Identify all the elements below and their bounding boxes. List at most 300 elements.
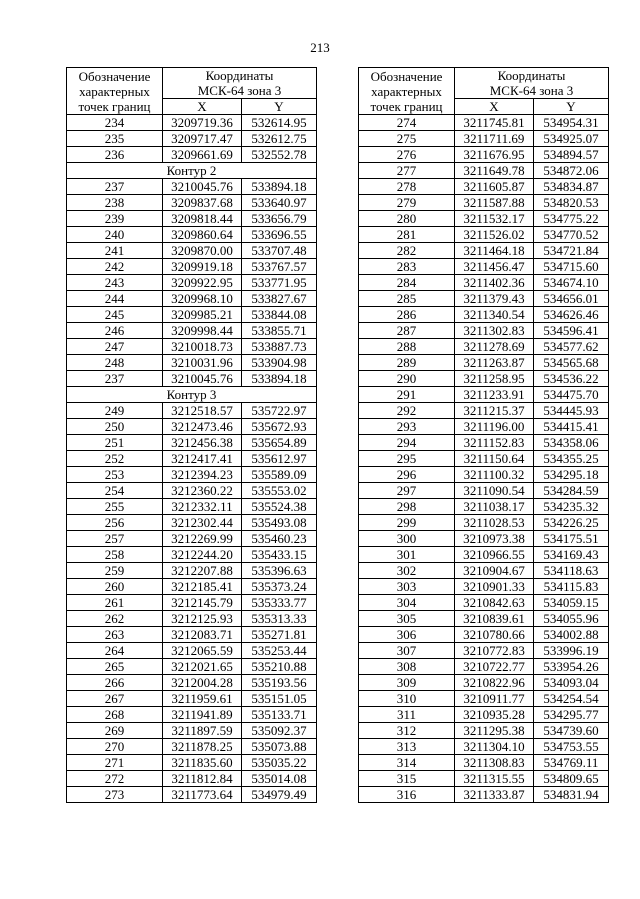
y-coordinate-cell: 534295.77 [534,707,609,723]
table-row [359,659,609,675]
point-number-cell: 247 [67,339,163,355]
y-coordinate-cell: 534295.18 [534,467,609,483]
table-row [359,403,609,419]
x-coordinate-cell: 3211315.55 [455,771,534,787]
point-number-cell: 272 [67,771,163,787]
x-coordinate-cell: 3211745.81 [455,115,534,131]
y-coordinate-cell: 533855.71 [242,323,317,339]
table-row [67,323,317,339]
x-coordinate-cell: 3211532.17 [455,211,534,227]
point-number-cell: 295 [359,451,455,467]
y-coordinate-cell: 533954.26 [534,659,609,675]
point-number-cell: 271 [67,755,163,771]
point-number-cell: 302 [359,563,455,579]
table-row [67,483,317,499]
y-coordinate-cell: 534115.83 [534,579,609,595]
x-coordinate-cell: 3209870.00 [163,243,242,259]
y-coordinate-cell: 535092.37 [242,723,317,739]
table-row [359,467,609,483]
table-row [359,691,609,707]
table-row [359,355,609,371]
point-number-cell: 275 [359,131,455,147]
x-coordinate-cell: 3211464.18 [455,243,534,259]
y-coordinate-cell: 533640.97 [242,195,317,211]
y-coordinate-cell: 535524.38 [242,499,317,515]
coordinates-table-left [66,67,317,803]
point-number-cell: 310 [359,691,455,707]
x-coordinate-cell: 3211150.64 [455,451,534,467]
point-number-cell: 278 [359,179,455,195]
point-number-cell: 288 [359,339,455,355]
point-number-cell: 258 [67,547,163,563]
point-number-cell: 264 [67,643,163,659]
point-number-cell: 304 [359,595,455,611]
y-coordinate-cell: 534769.11 [534,755,609,771]
table-row [67,691,317,707]
x-coordinate-cell: 3209860.64 [163,227,242,243]
point-number-cell: 261 [67,595,163,611]
y-coordinate-cell: 533894.18 [242,179,317,195]
point-number-cell: 309 [359,675,455,691]
y-coordinate-cell: 534175.51 [534,531,609,547]
x-coordinate-cell: 3212332.11 [163,499,242,515]
y-coordinate-cell: 534925.07 [534,131,609,147]
header-line: Обозначение [370,68,443,84]
x-coordinate-cell: 3211959.61 [163,691,242,707]
point-number-cell: 239 [67,211,163,227]
table-row [67,147,317,163]
y-coordinate-cell: 535253.44 [242,643,317,659]
point-number-cell: 313 [359,739,455,755]
y-coordinate-cell: 534355.25 [534,451,609,467]
x-coordinate-cell: 3210842.63 [455,595,534,611]
x-coordinate-cell: 3210966.55 [455,547,534,563]
table-row [67,355,317,371]
x-coordinate-cell: 3211878.25 [163,739,242,755]
x-coordinate-cell: 3210901.33 [455,579,534,595]
point-number-cell: 283 [359,259,455,275]
x-coordinate-cell: 3212473.46 [163,419,242,435]
y-coordinate-cell: 534118.63 [534,563,609,579]
table-row [359,227,609,243]
table-row [359,339,609,355]
table-row [67,643,317,659]
y-coordinate-cell: 534226.25 [534,515,609,531]
point-number-cell: 281 [359,227,455,243]
table-row [359,483,609,499]
header-line: характерных [371,83,442,99]
x-coordinate-cell: 3211304.10 [455,739,534,755]
coordinates-header [455,68,609,99]
table-row [67,563,317,579]
table-row [67,307,317,323]
point-number-cell: 279 [359,195,455,211]
x-coordinate-cell: 3209919.18 [163,259,242,275]
table-row [67,675,317,691]
point-number-cell: 290 [359,371,455,387]
y-coordinate-cell: 534059.15 [534,595,609,611]
y-coordinate-cell: 534536.22 [534,371,609,387]
y-coordinate-cell: 535460.23 [242,531,317,547]
point-number-cell: 307 [359,643,455,659]
x-coordinate-cell: 3212145.79 [163,595,242,611]
point-designation-header [67,68,163,115]
y-coordinate-cell: 535313.33 [242,611,317,627]
table-row [359,115,609,131]
x-coordinate-cell: 3209719.36 [163,115,242,131]
table-row [67,243,317,259]
x-coordinate-cell: 3212394.23 [163,467,242,483]
y-coordinate-cell: 534872.06 [534,163,609,179]
table-row [359,755,609,771]
x-coordinate-cell: 3209968.10 [163,291,242,307]
y-coordinate-cell: 534715.60 [534,259,609,275]
point-number-cell: 255 [67,499,163,515]
point-number-cell: 303 [359,579,455,595]
point-number-cell: 269 [67,723,163,739]
x-coordinate-cell: 3209818.44 [163,211,242,227]
y-coordinate-cell: 534577.62 [534,339,609,355]
point-number-cell: 262 [67,611,163,627]
x-coordinate-cell: 3210839.61 [455,611,534,627]
table-row [67,595,317,611]
table-row [359,675,609,691]
point-number-cell: 314 [359,755,455,771]
point-number-cell: 291 [359,387,455,403]
x-coordinate-cell: 3211090.54 [455,483,534,499]
x-coordinate-cell: 3211941.89 [163,707,242,723]
y-coordinate-cell: 533696.55 [242,227,317,243]
x-coordinate-cell: 3212021.65 [163,659,242,675]
point-number-cell: 277 [359,163,455,179]
point-designation-header [359,68,455,115]
table-row [359,627,609,643]
table-row [67,115,317,131]
x-coordinate-cell: 3211456.47 [455,259,534,275]
point-number-cell: 241 [67,243,163,259]
y-coordinate-cell: 534415.41 [534,419,609,435]
x-coordinate-cell: 3212456.38 [163,435,242,451]
x-coordinate-cell: 3210045.76 [163,371,242,387]
point-number-cell: 245 [67,307,163,323]
x-coordinate-cell: 3209985.21 [163,307,242,323]
contour-label: Контур 3 [67,387,317,403]
y-column-header: Y [242,99,317,115]
y-coordinate-cell: 535396.63 [242,563,317,579]
table-row [67,275,317,291]
y-coordinate-cell: 532612.75 [242,131,317,147]
y-coordinate-cell: 534834.87 [534,179,609,195]
y-coordinate-cell: 535193.56 [242,675,317,691]
x-coordinate-cell: 3211897.59 [163,723,242,739]
y-coordinate-cell: 534445.93 [534,403,609,419]
y-coordinate-cell: 533707.48 [242,243,317,259]
x-coordinate-cell: 3210045.76 [163,179,242,195]
point-number-cell: 234 [67,115,163,131]
table-row [67,787,317,803]
contour-section-row [67,387,317,403]
header-line: МСК-64 зона 3 [197,83,282,98]
table-row [359,707,609,723]
point-number-cell: 284 [359,275,455,291]
table-row [67,515,317,531]
x-coordinate-cell: 3212244.20 [163,547,242,563]
contour-section-row [67,163,317,179]
coordinates-header [163,68,317,99]
table-row [67,451,317,467]
x-coordinate-cell: 3211196.00 [455,419,534,435]
point-number-cell: 316 [359,787,455,803]
table-row [359,259,609,275]
table-row [67,371,317,387]
point-number-cell: 257 [67,531,163,547]
table-row [359,563,609,579]
y-coordinate-cell: 535014.08 [242,771,317,787]
point-number-cell: 266 [67,675,163,691]
x-coordinate-cell: 3212065.59 [163,643,242,659]
table-row [359,195,609,211]
table-row [359,595,609,611]
x-coordinate-cell: 3209717.47 [163,131,242,147]
y-coordinate-cell: 535553.02 [242,483,317,499]
x-coordinate-cell: 3212417.41 [163,451,242,467]
point-number-cell: 237 [67,179,163,195]
point-number-cell: 267 [67,691,163,707]
x-coordinate-cell: 3211605.87 [455,179,534,195]
x-coordinate-cell: 3210772.83 [455,643,534,659]
table-body [67,115,317,803]
point-number-cell: 312 [359,723,455,739]
y-coordinate-cell: 535433.15 [242,547,317,563]
x-coordinate-cell: 3211379.43 [455,291,534,307]
x-coordinate-cell: 3210973.38 [455,531,534,547]
table-row [359,499,609,515]
table-row [67,179,317,195]
header-line: точек границ [78,98,151,114]
y-coordinate-cell: 534626.46 [534,307,609,323]
table-row [359,579,609,595]
point-number-cell: 294 [359,435,455,451]
x-coordinate-cell: 3211233.91 [455,387,534,403]
x-coordinate-cell: 3210780.66 [455,627,534,643]
point-number-cell: 286 [359,307,455,323]
y-coordinate-cell: 533767.57 [242,259,317,275]
x-coordinate-cell: 3211835.60 [163,755,242,771]
table-row [67,499,317,515]
page-number: 213 [310,40,330,55]
y-coordinate-cell: 535654.89 [242,435,317,451]
point-number-cell: 289 [359,355,455,371]
x-coordinate-cell: 3211038.17 [455,499,534,515]
table-row [359,131,609,147]
y-coordinate-cell: 534254.54 [534,691,609,707]
x-coordinate-cell: 3210018.73 [163,339,242,355]
x-coordinate-cell: 3209661.69 [163,147,242,163]
y-coordinate-cell: 533996.19 [534,643,609,659]
y-coordinate-cell: 533887.73 [242,339,317,355]
table-row [67,403,317,419]
table-row [67,755,317,771]
point-number-cell: 249 [67,403,163,419]
x-coordinate-cell: 3211308.83 [455,755,534,771]
x-coordinate-cell: 3212207.88 [163,563,242,579]
point-number-cell: 296 [359,467,455,483]
table-row [359,371,609,387]
x-coordinate-cell: 3211263.87 [455,355,534,371]
header-line: Координаты [497,68,566,83]
table-body [359,115,609,803]
table-row [67,131,317,147]
y-coordinate-cell: 535133.71 [242,707,317,723]
point-number-cell: 263 [67,627,163,643]
y-coordinate-cell: 533771.95 [242,275,317,291]
table-row [359,243,609,259]
point-number-cell: 242 [67,259,163,275]
point-number-cell: 260 [67,579,163,595]
table-row [359,547,609,563]
table-row [359,435,609,451]
x-coordinate-cell: 3210031.96 [163,355,242,371]
y-coordinate-cell: 534809.65 [534,771,609,787]
table-row [359,723,609,739]
table-row [359,451,609,467]
table-row [359,291,609,307]
table-row [67,739,317,755]
y-coordinate-cell: 534656.01 [534,291,609,307]
point-number-cell: 265 [67,659,163,675]
y-coordinate-cell: 534820.53 [534,195,609,211]
y-coordinate-cell: 534358.06 [534,435,609,451]
y-coordinate-cell: 534475.70 [534,387,609,403]
table-row [67,291,317,307]
x-coordinate-cell: 3209998.44 [163,323,242,339]
point-number-cell: 300 [359,531,455,547]
table-row [359,739,609,755]
y-column-header: Y [534,99,609,115]
x-coordinate-cell: 3211215.37 [455,403,534,419]
y-coordinate-cell: 535493.08 [242,515,317,531]
y-coordinate-cell: 535151.05 [242,691,317,707]
x-coordinate-cell: 3211340.54 [455,307,534,323]
x-coordinate-cell: 3212083.71 [163,627,242,643]
point-number-cell: 238 [67,195,163,211]
point-number-cell: 285 [359,291,455,307]
y-coordinate-cell: 535672.93 [242,419,317,435]
x-coordinate-cell: 3211711.69 [455,131,534,147]
table-row [67,531,317,547]
x-coordinate-cell: 3210822.96 [455,675,534,691]
point-number-cell: 237 [67,371,163,387]
table-row [359,147,609,163]
point-number-cell: 244 [67,291,163,307]
x-coordinate-cell: 3211587.88 [455,195,534,211]
x-coordinate-cell: 3210722.77 [455,659,534,675]
table-row [359,611,609,627]
y-coordinate-cell: 534775.22 [534,211,609,227]
y-coordinate-cell: 534979.49 [242,787,317,803]
point-number-cell: 276 [359,147,455,163]
x-coordinate-cell: 3212269.99 [163,531,242,547]
table-row [359,419,609,435]
x-column-header: X [163,99,242,115]
table-row [67,723,317,739]
point-number-cell: 305 [359,611,455,627]
y-coordinate-cell: 534753.55 [534,739,609,755]
table-row [359,211,609,227]
x-coordinate-cell: 3212518.57 [163,403,242,419]
point-number-cell: 250 [67,419,163,435]
table-row [67,627,317,643]
point-number-cell: 282 [359,243,455,259]
table-row [359,307,609,323]
table-row [67,771,317,787]
table-row [359,179,609,195]
x-coordinate-cell: 3210911.77 [455,691,534,707]
point-number-cell: 297 [359,483,455,499]
y-coordinate-cell: 535271.81 [242,627,317,643]
y-coordinate-cell: 534674.10 [534,275,609,291]
x-coordinate-cell: 3212302.44 [163,515,242,531]
table-row [67,707,317,723]
point-number-cell: 292 [359,403,455,419]
y-coordinate-cell: 535073.88 [242,739,317,755]
point-number-cell: 254 [67,483,163,499]
table-row [359,771,609,787]
x-coordinate-cell: 3211302.83 [455,323,534,339]
x-coordinate-cell: 3211649.78 [455,163,534,179]
table-row [67,659,317,675]
x-column-header: X [455,99,534,115]
y-coordinate-cell: 535589.09 [242,467,317,483]
point-number-cell: 315 [359,771,455,787]
point-number-cell: 248 [67,355,163,371]
y-coordinate-cell: 535035.22 [242,755,317,771]
y-coordinate-cell: 534739.60 [534,723,609,739]
table-row [359,531,609,547]
header-line: Обозначение [78,68,151,84]
y-coordinate-cell: 534565.68 [534,355,609,371]
y-coordinate-cell: 533656.79 [242,211,317,227]
table-row [359,787,609,803]
table-row [67,467,317,483]
x-coordinate-cell: 3211028.53 [455,515,534,531]
x-coordinate-cell: 3212004.28 [163,675,242,691]
header-line: точек границ [370,98,443,114]
table-row [359,163,609,179]
table-row [359,323,609,339]
y-coordinate-cell: 535373.24 [242,579,317,595]
x-coordinate-cell: 3211812.84 [163,771,242,787]
point-number-cell: 259 [67,563,163,579]
table-row [359,515,609,531]
y-coordinate-cell: 534055.96 [534,611,609,627]
y-coordinate-cell: 534831.94 [534,787,609,803]
x-coordinate-cell: 3212125.93 [163,611,242,627]
point-number-cell: 270 [67,739,163,755]
y-coordinate-cell: 534770.52 [534,227,609,243]
y-coordinate-cell: 533894.18 [242,371,317,387]
y-coordinate-cell: 533844.08 [242,307,317,323]
y-coordinate-cell: 535210.88 [242,659,317,675]
x-coordinate-cell: 3211152.83 [455,435,534,451]
point-number-cell: 251 [67,435,163,451]
point-number-cell: 235 [67,131,163,147]
x-coordinate-cell: 3209837.68 [163,195,242,211]
y-coordinate-cell: 534284.59 [534,483,609,499]
y-coordinate-cell: 534596.41 [534,323,609,339]
x-coordinate-cell: 3211278.69 [455,339,534,355]
table-row [67,259,317,275]
